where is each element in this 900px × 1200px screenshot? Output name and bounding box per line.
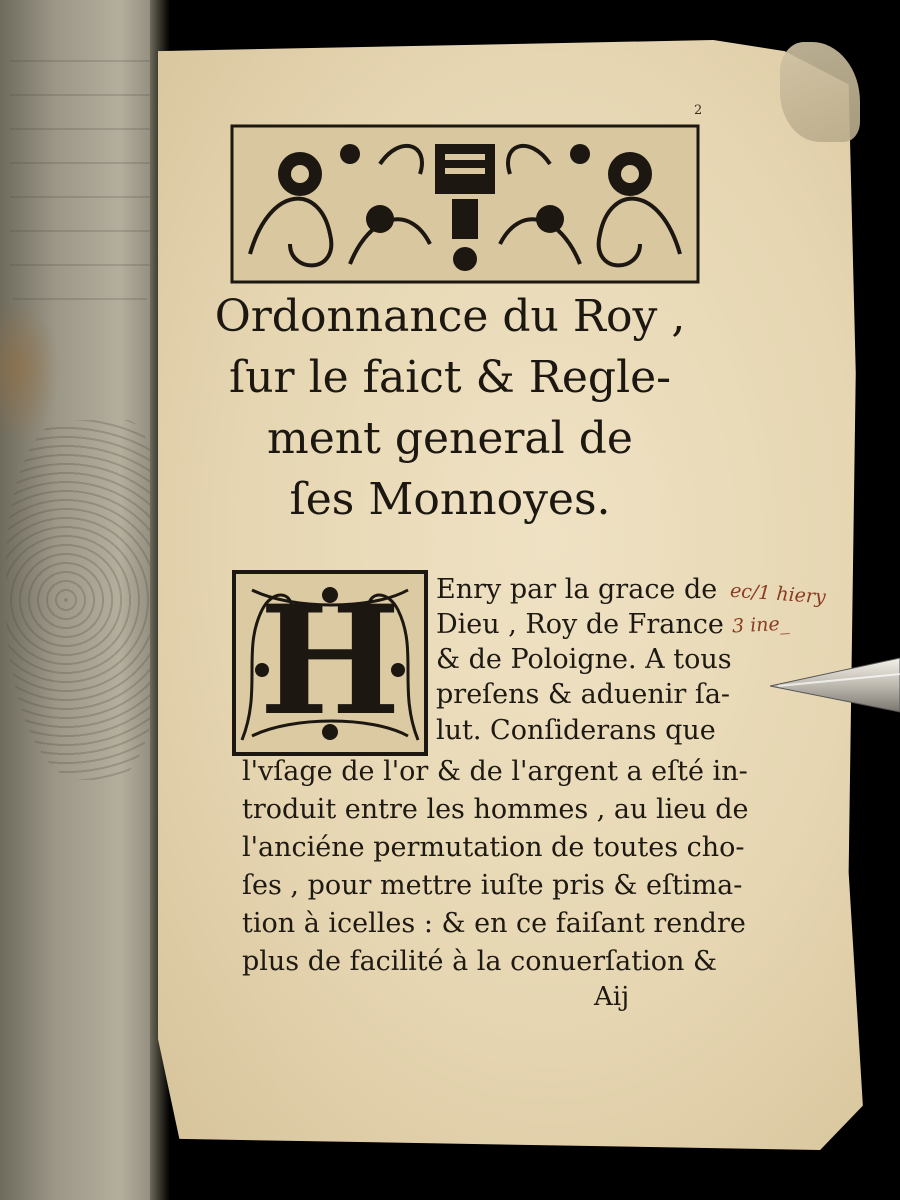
- facing-left-page: [0, 0, 160, 1200]
- text-line-4: ſes , pour mettre iuſte pris & eſtima-: [242, 870, 743, 901]
- margin-note-1: ec/1 hiery: [729, 579, 827, 609]
- text-line-side-4: preſens & aduenir ſa-: [436, 679, 731, 710]
- text-line-1: l'vſage de l'or & de l'argent a eſté in-: [242, 756, 748, 787]
- torn-page-corner: [780, 42, 860, 142]
- text-line-5: tion à icelles : & en ce faiſant rendre: [242, 908, 746, 939]
- text-line-side-2: Dieu , Roy de France: [436, 609, 724, 640]
- left-page-faded-woodcut: [6, 420, 156, 780]
- title-line-3: ment general de: [267, 413, 633, 464]
- text-line-6: plus de facilité à la conuerſation &: [242, 946, 717, 977]
- margin-note-2: 3 ine_: [731, 612, 790, 638]
- page-pointer-icon: [770, 656, 900, 714]
- text-line-side-3: & de Poloigne. A tous: [436, 644, 732, 675]
- initial-letter: H: [259, 573, 401, 749]
- title-line-4: ſes Monnoyes.: [289, 474, 611, 525]
- text-line-2: troduit entre les hommes , au lieu de: [242, 794, 749, 825]
- text-line-side-1: Enry par la grace de: [436, 574, 718, 605]
- left-page-show-through: [10, 40, 150, 300]
- title-line-2: ſur le faict & Regle-: [228, 352, 672, 403]
- text-line-side-5: lut. Conſiderans que: [436, 715, 716, 746]
- page-number: 2: [694, 103, 703, 118]
- title-line-1: Ordonnance du Roy ,: [214, 291, 686, 342]
- text-line-3: l'anciéne permutation de toutes cho-: [242, 832, 745, 863]
- woodcut-headpiece-ornament: [230, 124, 700, 284]
- left-page-stain: [0, 300, 60, 440]
- decorated-initial: [232, 570, 428, 756]
- signature-mark: Aij: [594, 982, 630, 1012]
